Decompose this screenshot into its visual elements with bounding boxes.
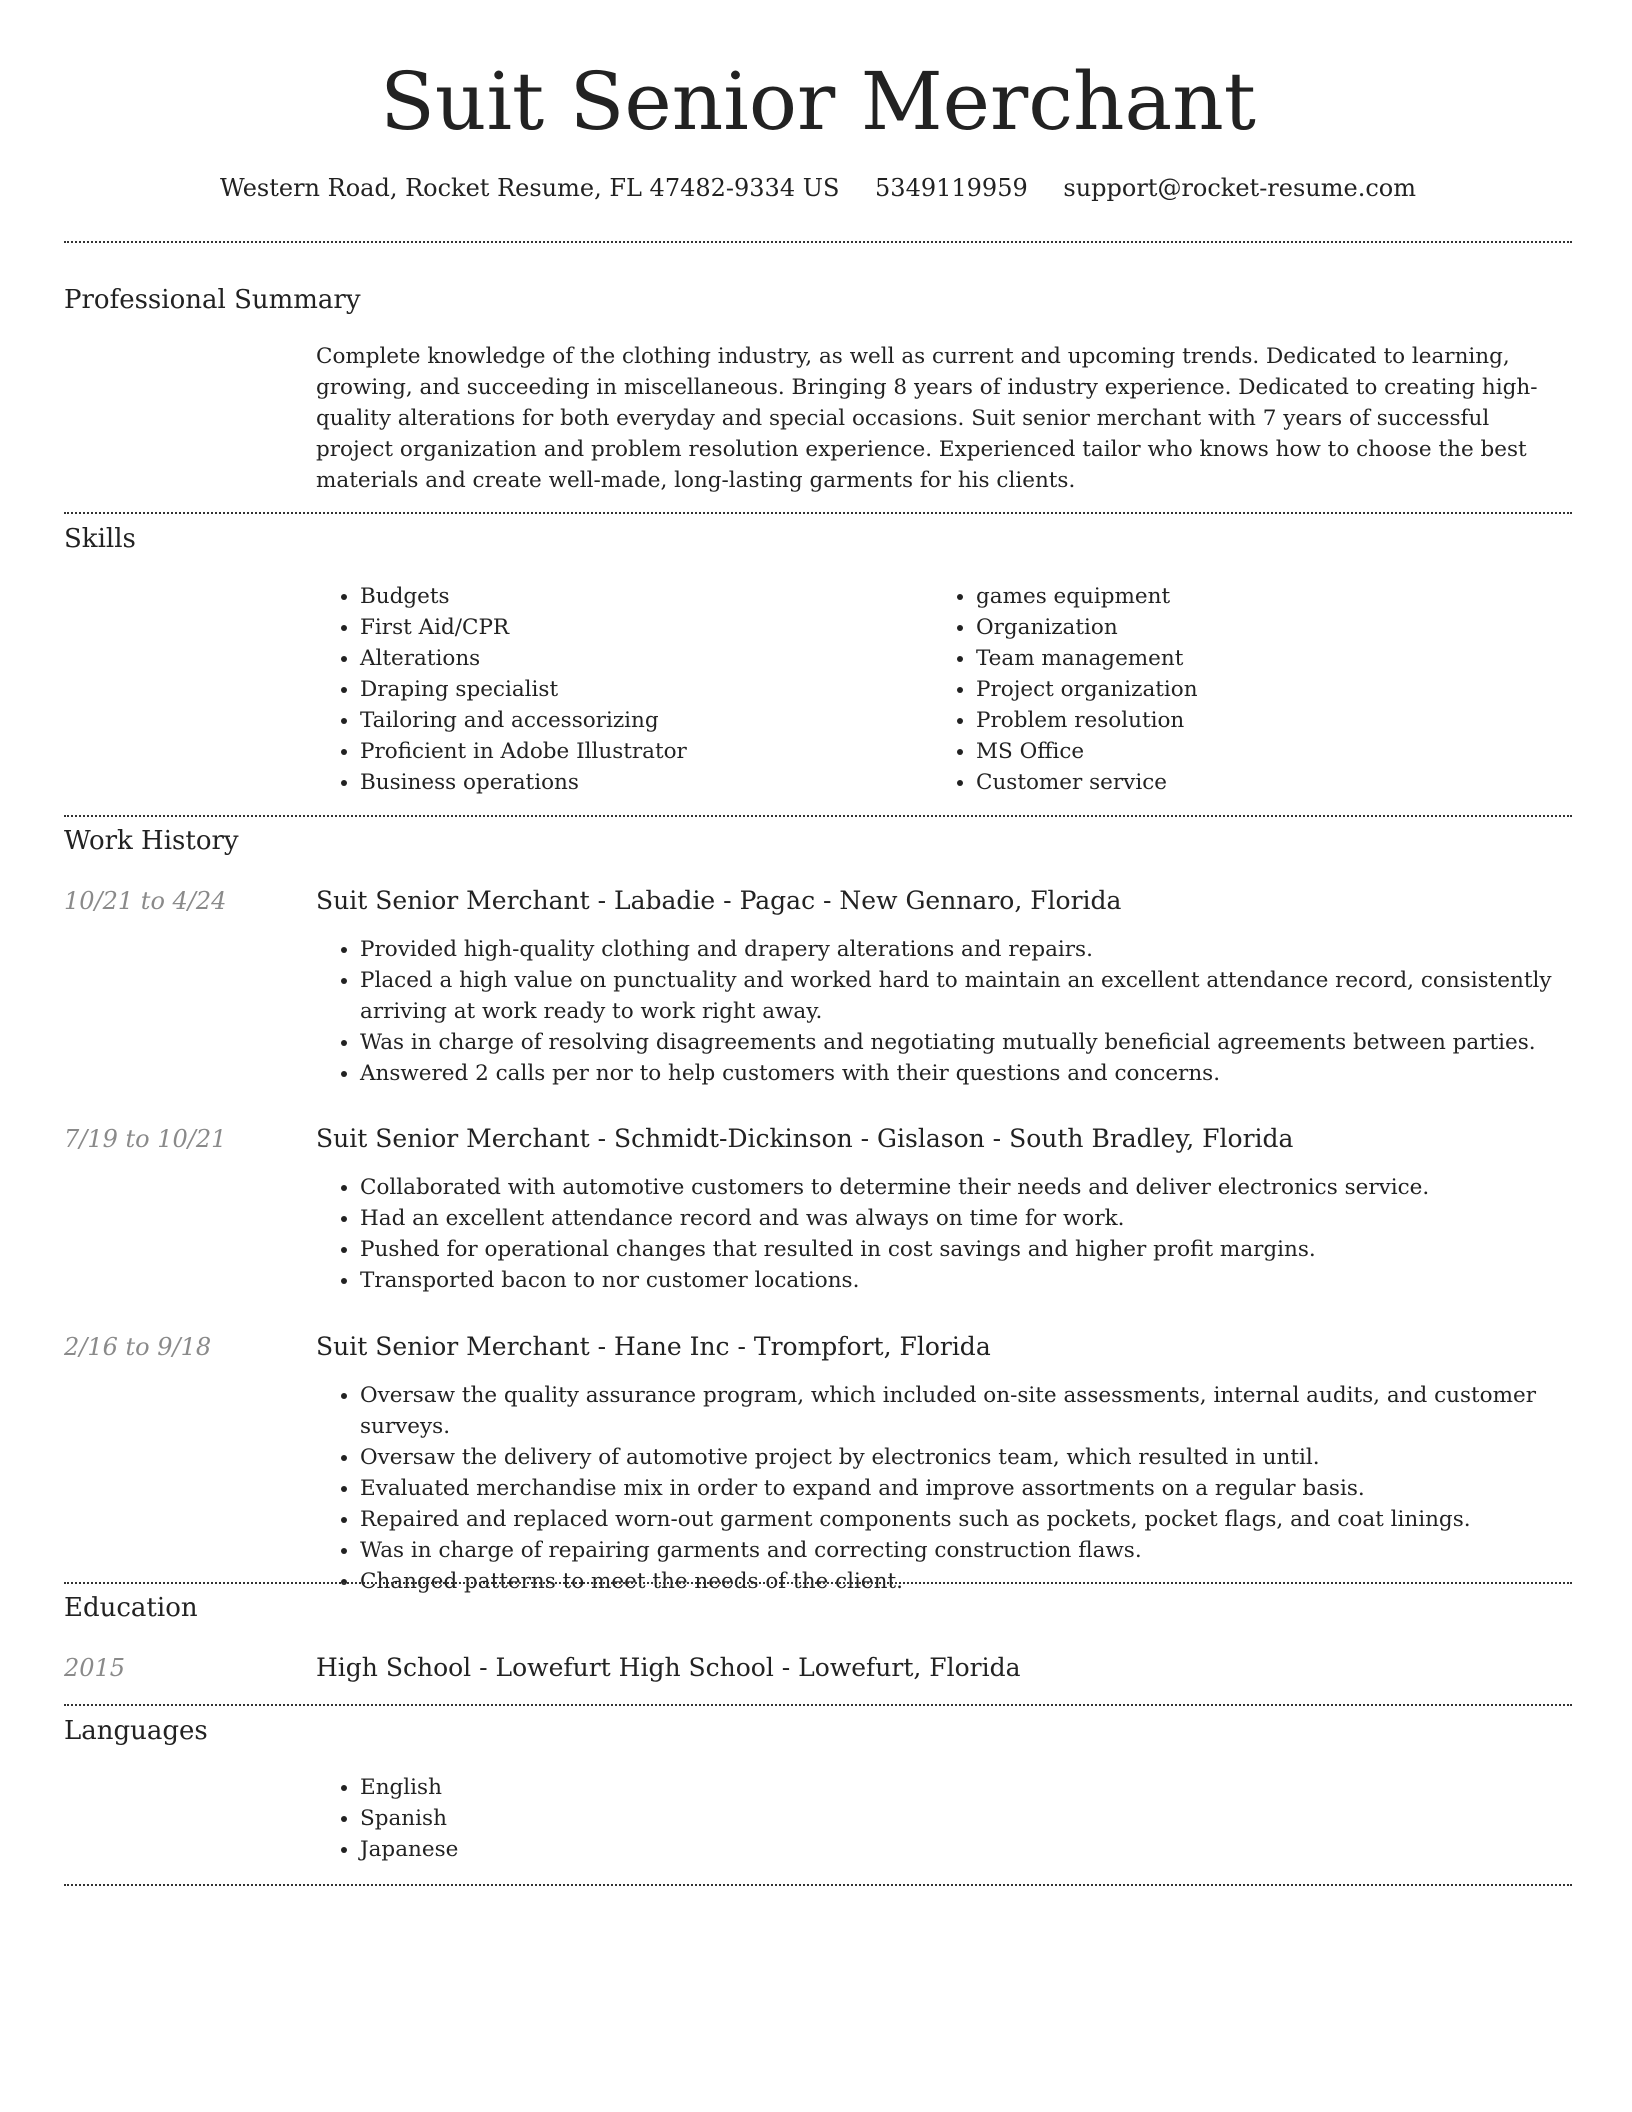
job-bullet: • Oversaw the delivery of automotive project by electronics team, which resulted in until. xyxy=(360,1442,1572,1473)
skills-list-left xyxy=(316,581,920,798)
section-divider xyxy=(64,241,1572,243)
contact-address: Western Road, Rocket Resume, FL 47482-9334 US xyxy=(220,174,840,202)
job-heading: Suit Senior Merchant - Labadie - Pagac - New Gennaro, Florida xyxy=(316,886,1122,915)
job-heading: Suit Senior Merchant - Hane Inc - Trompfort, Florida xyxy=(316,1332,991,1361)
section-divider xyxy=(64,1704,1572,1706)
skill-item: • Budgets xyxy=(360,581,920,612)
job-bullet: • Had an excellent attendance record and was always on time for work. xyxy=(360,1203,1572,1234)
job-bullets xyxy=(316,1380,1572,1597)
skill-item: • Organization xyxy=(976,612,1536,643)
job-bullet: • Pushed for operational changes that resulted in cost savings and higher profit margins. xyxy=(360,1234,1572,1265)
job-bullets xyxy=(316,1172,1572,1296)
section-divider xyxy=(64,1582,1572,1584)
skill-item: • MS Office xyxy=(976,736,1536,767)
skill-item: • games equipment xyxy=(976,581,1536,612)
job-dates: 2/16 to 9/18 xyxy=(64,1333,212,1361)
skill-item: • Alterations xyxy=(360,643,920,674)
skill-item: • Business operations xyxy=(360,767,920,798)
job-bullet: • Was in charge of repairing garments and correcting construction flaws. xyxy=(360,1535,1572,1566)
job-bullet: • Provided high-quality clothing and drapery alterations and repairs. xyxy=(360,934,1572,965)
job-dates: 10/21 to 4/24 xyxy=(64,887,227,915)
job-bullets xyxy=(316,934,1572,1089)
job-bullet: • Placed a high value on punctuality and worked hard to maintain an excellent attendance record, consistently arriving at work ready to work right away. xyxy=(360,965,1572,1027)
section-divider xyxy=(64,815,1572,817)
work-heading: Work History xyxy=(64,826,239,856)
job-bullet: • Transported bacon to nor customer locations. xyxy=(360,1265,1572,1296)
job-bullet: • Evaluated merchandise mix in order to expand and improve assortments on a regular basis. xyxy=(360,1473,1572,1504)
skill-item: • Tailoring and accessorizing xyxy=(360,705,920,736)
skills-list-right xyxy=(932,581,1536,798)
job-bullet: • Oversaw the quality assurance program, which included on-site assessments, internal audits, and customer surveys. xyxy=(360,1380,1572,1442)
languages-list xyxy=(316,1772,920,1865)
skill-item: • Team management xyxy=(976,643,1536,674)
candidate-name: Suit Senior Merchant xyxy=(380,55,1256,148)
skill-item: • Customer service xyxy=(976,767,1536,798)
job-heading: Suit Senior Merchant - Schmidt-Dickinson - Gislason - South Bradley, Florida xyxy=(316,1124,1294,1153)
contact-phone: 5349119959 xyxy=(875,174,1028,202)
education-heading: Education xyxy=(64,1593,198,1623)
job-bullet: • Answered 2 calls per nor to help customers with their questions and concerns. xyxy=(360,1058,1572,1089)
contact-line xyxy=(64,170,1572,206)
summary-heading: Professional Summary xyxy=(64,285,361,315)
job-dates: 7/19 to 10/21 xyxy=(64,1125,227,1153)
skill-item: • Draping specialist xyxy=(360,674,920,705)
skills-heading: Skills xyxy=(64,524,136,554)
skill-item: • First Aid/CPR xyxy=(360,612,920,643)
skill-item: • Problem resolution xyxy=(976,705,1536,736)
languages-heading: Languages xyxy=(64,1716,208,1746)
language-item: • Japanese xyxy=(360,1834,920,1865)
education-entry: High School - Lowefurt High School - Lowefurt, Florida xyxy=(316,1653,1021,1682)
language-item: • English xyxy=(360,1772,920,1803)
education-year: 2015 xyxy=(64,1654,126,1682)
section-divider xyxy=(64,1884,1572,1886)
summary-text: Complete knowledge of the clothing industry, as well as current and upcoming trends. Dedicated to learning, growing, and succeeding in miscellaneous. Bringing 8 years of industry experience. Dedicated to creating high-quality alterations for both everyday and special occasions. Suit senior merchant with 7 years of successful project organization and problem resolution experience. Experienced tailor who knows how to choose the best materials and create well-made, long-lasting garments for his clients. xyxy=(316,344,1538,493)
language-item: • Spanish xyxy=(360,1803,920,1834)
job-bullet: • Collaborated with automotive customers to determine their needs and deliver electronics service. xyxy=(360,1172,1572,1203)
section-divider xyxy=(64,512,1572,514)
contact-email: support@rocket-resume.com xyxy=(1063,174,1416,202)
skill-item: • Project organization xyxy=(976,674,1536,705)
job-bullet: • Changed patterns to meet the needs of the client. xyxy=(360,1566,1572,1597)
job-bullet: • Was in charge of resolving disagreements and negotiating mutually beneficial agreements between parties. xyxy=(360,1027,1572,1058)
skill-item: • Proficient in Adobe Illustrator xyxy=(360,736,920,767)
job-bullet: • Repaired and replaced worn-out garment components such as pockets, pocket flags, and coat linings. xyxy=(360,1504,1572,1535)
